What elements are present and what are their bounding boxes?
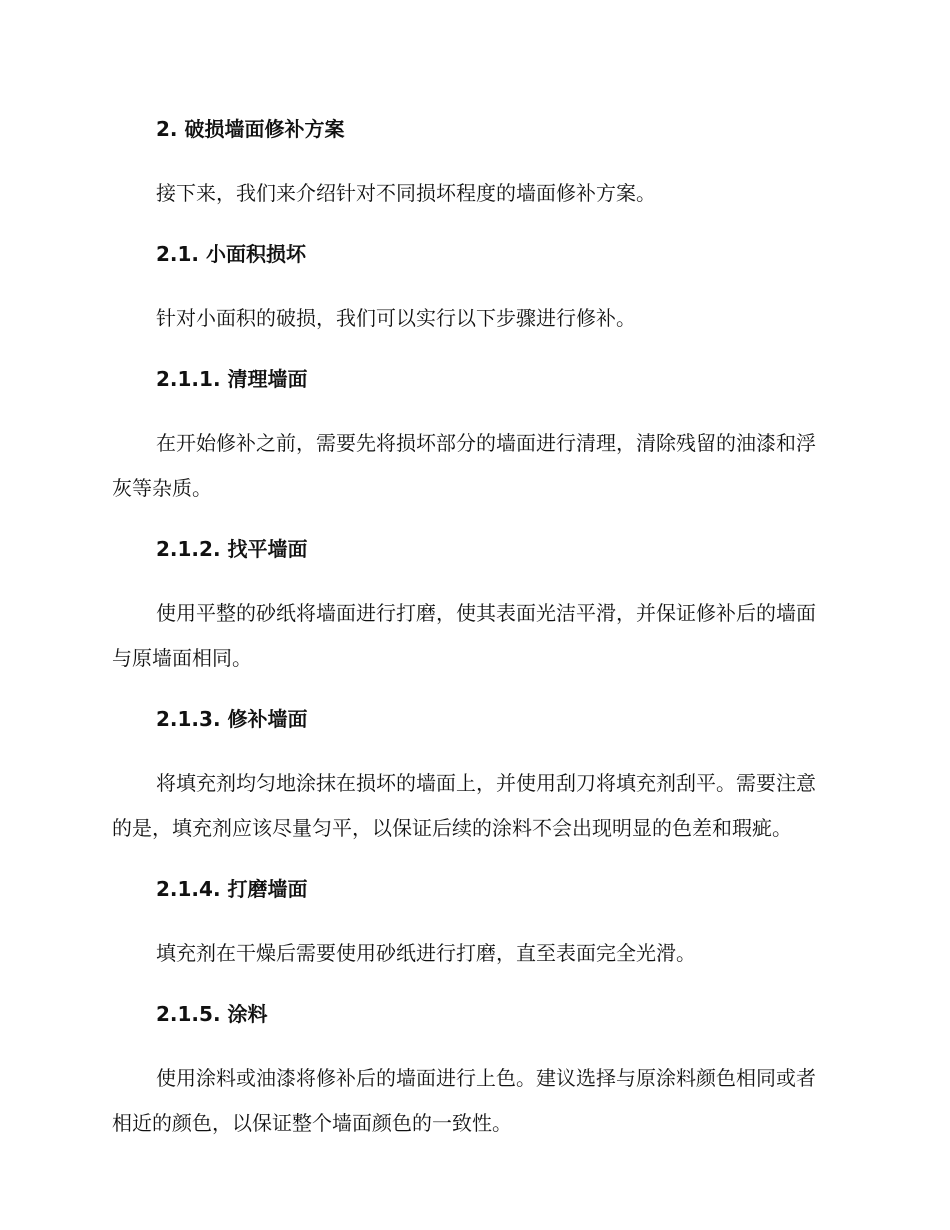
section-heading-2-1-5: 2.1.5. 涂料 (156, 1002, 268, 1026)
section-heading-2-1-3: 2.1.3. 修补墙面 (156, 707, 308, 731)
section-2-intro-paragraph: 接下来，我们来介绍针对不同损坏程度的墙面修补方案。 (156, 181, 656, 205)
section-heading-2: 2. 破损墙面修补方案 (156, 117, 345, 141)
section-2-1-5-paragraph: 使用涂料或油漆将修补后的墙面进行上色。建议选择与原涂料颜色相同或者相近的颜色，以保证整个墙面颜色的一致性。 (112, 1066, 816, 1135)
section-heading-2-1-4: 2.1.4. 打磨墙面 (156, 877, 308, 901)
section-2-1-1-paragraph: 在开始修补之前，需要先将损坏部分的墙面进行清理，清除残留的油漆和浮灰等杂质。 (112, 431, 816, 500)
section-heading-2-1-2: 2.1.2. 找平墙面 (156, 537, 308, 561)
section-heading-2-1: 2.1. 小面积损坏 (156, 242, 306, 266)
section-2-1-2-paragraph: 使用平整的砂纸将墙面进行打磨，使其表面光洁平滑，并保证修补后的墙面与原墙面相同。 (112, 601, 816, 670)
section-2-1-paragraph: 针对小面积的破损，我们可以实行以下步骤进行修补。 (156, 306, 636, 330)
section-2-1-3-paragraph: 将填充剂均匀地涂抹在损坏的墙面上，并使用刮刀将填充剂刮平。需要注意的是，填充剂应该尽量匀平，以保证后续的涂料不会出现明显的色差和瑕疵。 (112, 771, 816, 840)
section-heading-2-1-1: 2.1.1. 清理墙面 (156, 367, 308, 391)
section-2-1-4-paragraph: 填充剂在干燥后需要使用砂纸进行打磨，直至表面完全光滑。 (156, 941, 696, 965)
